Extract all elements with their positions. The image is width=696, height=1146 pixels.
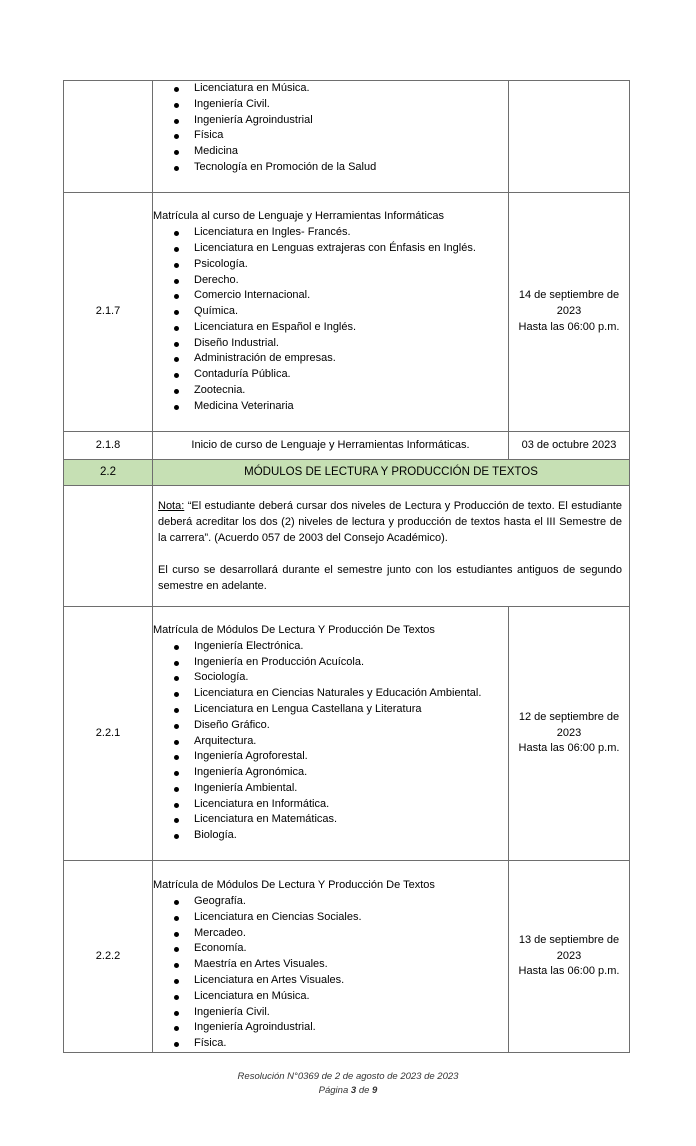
section-title: MÓDULOS DE LECTURA Y PRODUCCIÓN DE TEXTOS <box>153 460 630 486</box>
list-item: Licenciatura en Música. <box>153 81 508 97</box>
item-number-cell <box>64 81 153 193</box>
table-row <box>64 81 630 193</box>
list-item: Ingeniería Civil. <box>153 1005 508 1021</box>
row-title: Matrícula de Módulos De Lectura Y Producción De Textos <box>153 623 435 636</box>
deadline-date: 13 de septiembre de 2023 <box>518 933 620 962</box>
page-of: de <box>356 1085 373 1096</box>
list-item: Mercadeo. <box>153 926 508 942</box>
table-row <box>64 607 630 861</box>
list-item: Ingeniería Civil. <box>153 97 508 113</box>
item-number: 2.1.8 <box>64 432 153 460</box>
list-item: Física <box>153 128 508 144</box>
list-item: Geografía. <box>153 894 508 910</box>
item-number: 2.2.2 <box>64 861 153 1053</box>
deadline-date: 12 de septiembre de 2023 <box>518 710 620 739</box>
list-item: Diseño Gráfico. <box>153 718 508 734</box>
program-list <box>153 639 508 844</box>
deadline-cell <box>509 193 630 432</box>
note-cell <box>153 486 630 607</box>
item-number: 2.1.7 <box>64 193 153 432</box>
list-item: Psicología. <box>153 257 508 273</box>
list-item: Licenciatura en Lenguas extrajeras con Énfasis en Inglés. <box>153 241 508 257</box>
row-title: Matrícula de Módulos De Lectura Y Producción De Textos <box>153 879 435 892</box>
list-item: Licenciatura en Ciencias Sociales. <box>153 910 508 926</box>
list-item: Licenciatura en Matemáticas. <box>153 812 508 828</box>
content-cell <box>153 81 509 193</box>
empty-cell <box>64 486 153 607</box>
footer-page-number <box>0 1085 696 1096</box>
list-item: Diseño Industrial. <box>153 336 508 352</box>
schedule-table <box>63 80 630 1053</box>
table-row <box>64 193 630 432</box>
list-item: Ingeniería Agronómica. <box>153 765 508 781</box>
list-item: Ingeniería Agroindustrial <box>153 113 508 129</box>
list-item: Maestría en Artes Visuales. <box>153 957 508 973</box>
list-item: Zootecnia. <box>153 383 508 399</box>
deadline-cell <box>509 607 630 861</box>
list-item: Medicina Veterinaria <box>153 399 508 415</box>
list-item: Arquitectura. <box>153 734 508 750</box>
list-item: Medicina <box>153 144 508 160</box>
list-item: Economía. <box>153 941 508 957</box>
program-list <box>153 894 508 1052</box>
list-item: Comercio Internacional. <box>153 288 508 304</box>
deadline-time: Hasta las 06:00 p.m. <box>518 742 620 755</box>
list-item: Tecnología en Promoción de la Salud <box>153 160 508 176</box>
content-cell <box>153 193 509 432</box>
deadline-date: 14 de septiembre de 2023 <box>518 289 620 318</box>
list-item: Administración de empresas. <box>153 351 508 367</box>
list-item: Licenciatura en Artes Visuales. <box>153 973 508 989</box>
deadline-cell <box>509 861 630 1053</box>
deadline-time: Hasta las 06:00 p.m. <box>518 320 620 333</box>
list-item: Biología. <box>153 828 508 844</box>
date-cell <box>509 81 630 193</box>
row-title: Matrícula al curso de Lenguaje y Herramientas Informáticas <box>153 210 445 223</box>
list-item: Ingeniería Agroforestal. <box>153 749 508 765</box>
row-text: Inicio de curso de Lenguaje y Herramientas Informáticas. <box>153 432 509 460</box>
note-label: Nota: <box>158 500 185 512</box>
section-header-row <box>64 460 630 486</box>
note-paragraph-2: El curso se desarrollará durante el semestre junto con los estudiantes antiguos de segundo semestre en adelante. <box>158 564 622 592</box>
note-text: “El estudiante deberá cursar dos niveles de Lectura y Producción de texto. El estudiante deberá acreditar los dos (2) niveles de lectura y producción de textos hasta el III Semestre de la carrera”. (Acuerdo 057 de 2003 del Consejo Académico). <box>158 500 622 544</box>
footer-resolution: Resolución N°0369 de 2 de agosto de 2023 de 2023 <box>237 1071 459 1082</box>
note-row <box>64 486 630 607</box>
content-cell <box>153 607 509 861</box>
list-item: Licenciatura en Español e Inglés. <box>153 320 508 336</box>
table-row <box>64 861 630 1053</box>
deadline-date: 03 de octubre 2023 <box>509 432 630 460</box>
page-total: 9 <box>372 1085 378 1096</box>
page-prefix: Página <box>318 1085 351 1096</box>
list-item: Ingeniería en Producción Acuícola. <box>153 655 508 671</box>
program-list <box>153 81 508 176</box>
list-item: Licenciatura en Lengua Castellana y Literatura <box>153 702 508 718</box>
list-item: Contaduría Pública. <box>153 367 508 383</box>
list-item: Licenciatura en Informática. <box>153 797 508 813</box>
list-item: Licenciatura en Ciencias Naturales y Educación Ambiental. <box>153 686 508 702</box>
list-item: Ingeniería Ambiental. <box>153 781 508 797</box>
page-current: 3 <box>350 1085 357 1096</box>
list-item: Ingeniería Agroindustrial. <box>153 1020 508 1036</box>
list-item: Derecho. <box>153 273 508 289</box>
list-item: Física. <box>153 1036 508 1052</box>
list-item: Ingeniería Electrónica. <box>153 639 508 655</box>
list-item: Sociología. <box>153 670 508 686</box>
deadline-time: Hasta las 06:00 p.m. <box>518 965 620 978</box>
list-item: Licenciatura en Música. <box>153 989 508 1005</box>
program-list <box>153 225 508 415</box>
note-paragraph <box>158 498 622 546</box>
section-number: 2.2 <box>64 460 153 486</box>
content-cell <box>153 861 509 1053</box>
list-item: Química. <box>153 304 508 320</box>
item-number: 2.2.1 <box>64 607 153 861</box>
table-row <box>64 432 630 460</box>
list-item: Licenciatura en Ingles- Francés. <box>153 225 508 241</box>
